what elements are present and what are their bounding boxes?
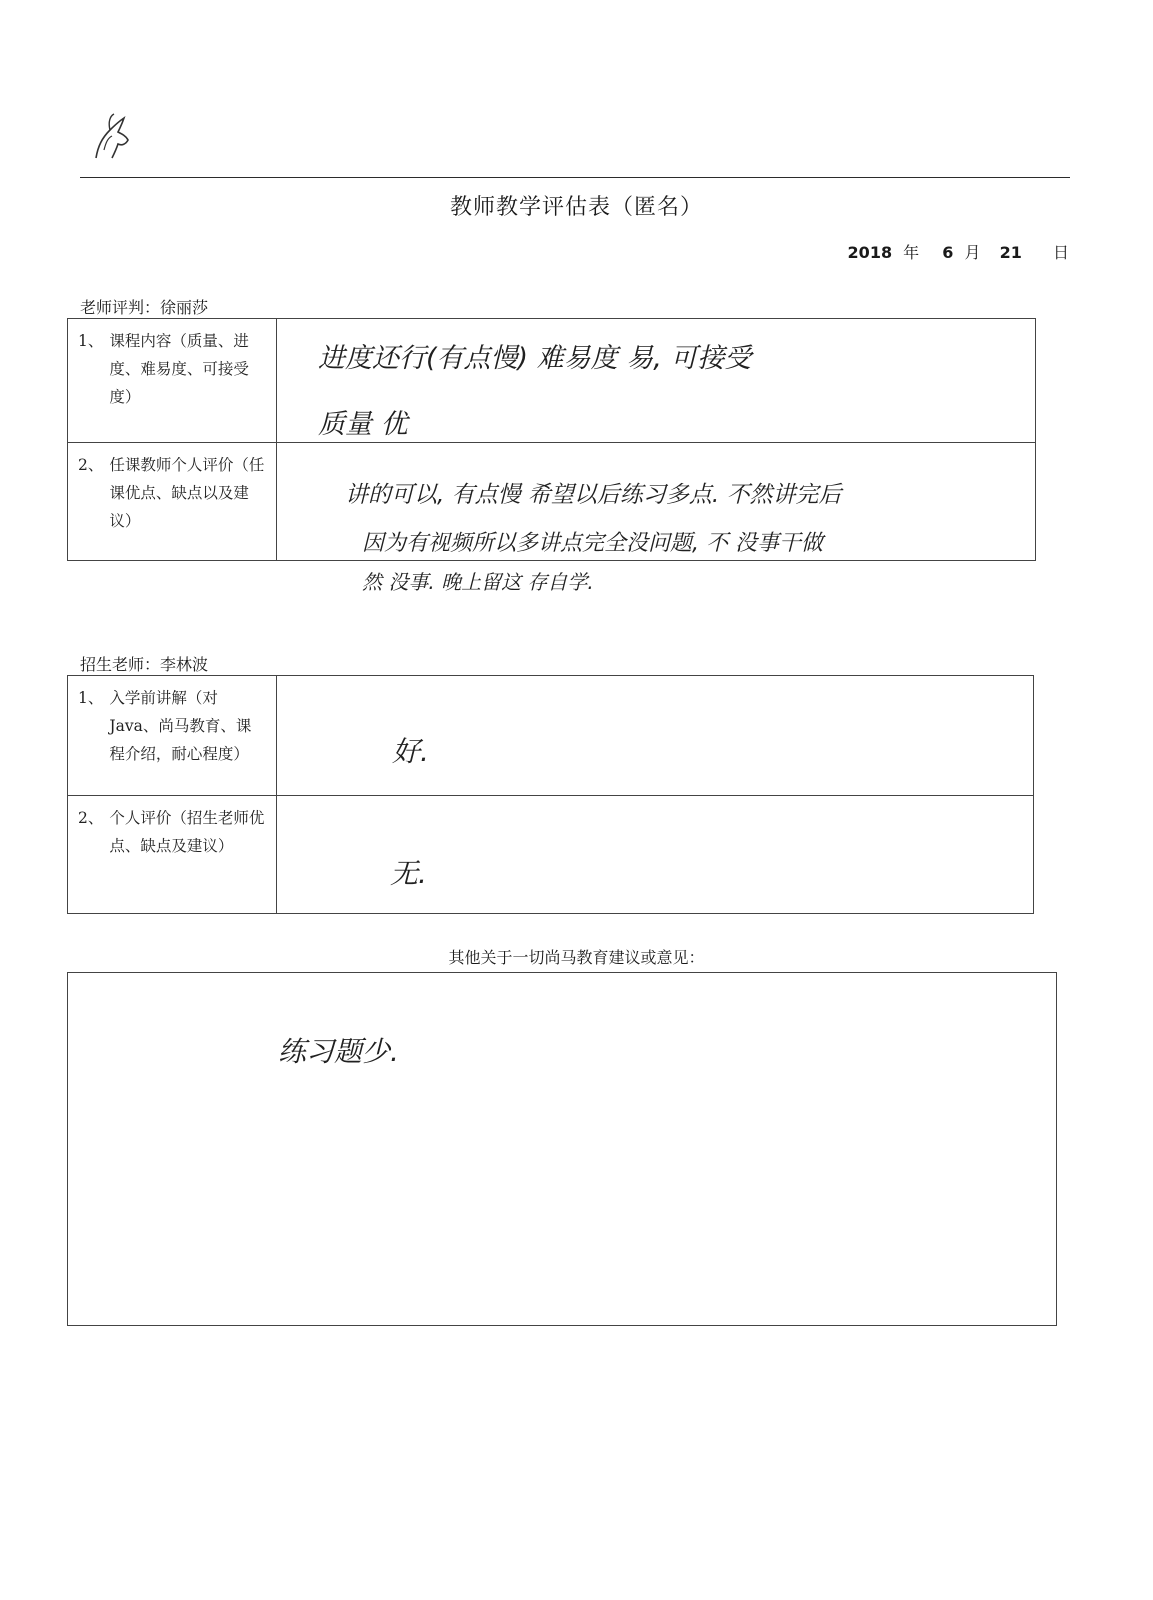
- handwritten-answer: 进度还行(有点慢) 难易度 易, 可接受: [318, 343, 752, 374]
- teacher-section-label: 老师评判：徐丽莎: [80, 298, 209, 317]
- question-cell: [68, 443, 277, 561]
- other-suggestions-title: 其他关于一切尚马教育建议或意见：: [448, 948, 705, 967]
- answer-cell: [277, 676, 1034, 796]
- handwritten-answer: 无.: [390, 857, 427, 890]
- date-day-unit: 日: [1052, 243, 1069, 262]
- table-row: [68, 676, 1034, 796]
- question-number: 1、: [78, 689, 104, 707]
- handwritten-answer: 讲的可以, 有点慢 希望以后练习多点. 不然讲完后: [345, 482, 842, 508]
- question-text: 入学前讲解（对Java、尚马教育、课程介绍，耐心程度）: [109, 689, 252, 763]
- question-number: 1、: [78, 332, 104, 350]
- header-rule: [80, 177, 1070, 178]
- handwritten-answer: 练习题少.: [278, 1035, 399, 1068]
- date-day: 21: [999, 243, 1022, 262]
- question-text: 课程内容（质量、进度、难易度、可接受度）: [109, 332, 249, 406]
- handwritten-answer: 好.: [392, 735, 429, 768]
- question-cell: [68, 676, 277, 796]
- date-month: 6: [942, 243, 954, 262]
- date-year: 2018: [847, 243, 893, 262]
- question-text: 个人评价（招生老师优点、缺点及建议）: [109, 809, 265, 855]
- date-month-unit: 月: [964, 243, 981, 262]
- question-cell: [68, 796, 277, 914]
- other-suggestions-box: [67, 972, 1057, 1326]
- recruit-eval-table: [67, 675, 1034, 914]
- handwritten-answer: 然 没事. 晚上留这 存自学.: [362, 570, 594, 594]
- handwritten-answer: 因为有视频所以多讲点完全没问题, 不 没事干做: [362, 531, 823, 556]
- question-text: 任课教师个人评价（任课优点、缺点以及建议）: [109, 456, 265, 530]
- date-year-unit: 年: [903, 243, 920, 262]
- question-cell: [68, 319, 277, 443]
- horse-head-icon: [88, 110, 138, 165]
- table-row: [68, 796, 1034, 914]
- form-date: [848, 240, 1069, 263]
- question-number: 2、: [78, 809, 104, 827]
- recruit-section-label: 招生老师：李林波: [80, 655, 209, 674]
- handwritten-answer: 质量 优: [318, 409, 408, 440]
- question-number: 2、: [78, 456, 104, 474]
- form-title: 教师教学评估表（匿名）: [449, 195, 703, 220]
